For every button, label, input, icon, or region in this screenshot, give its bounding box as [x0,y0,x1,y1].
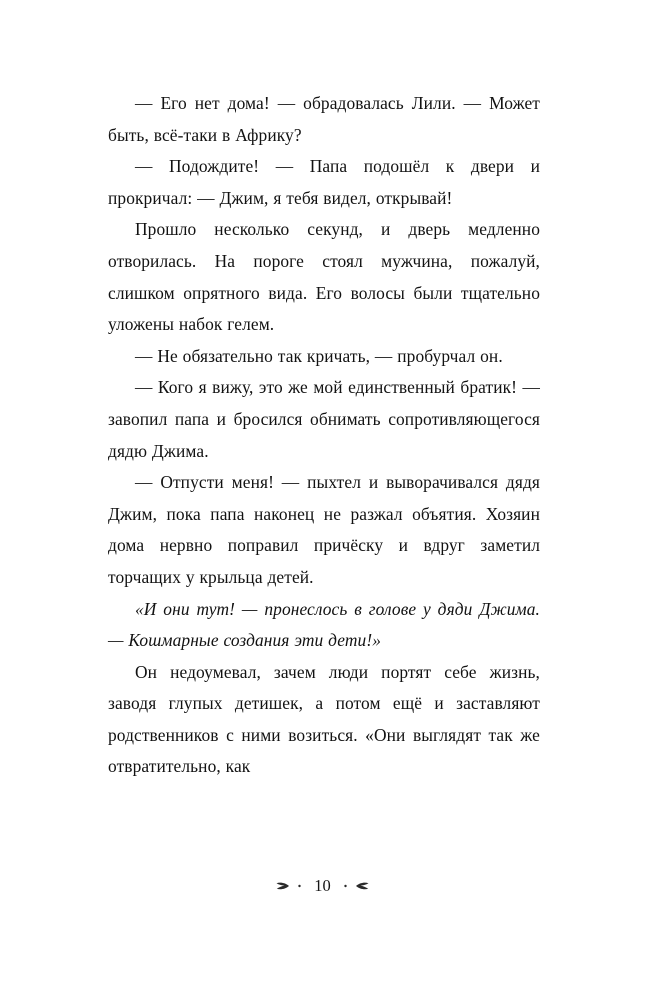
paragraph: — Не обязательно так кричать, — пробурчал он. [135,345,503,366]
leaf-flourish-left-icon [275,880,303,892]
paragraph-italic-thought: «И они тут! — пронеслось в голове у дяди Джима. — Кошмарные создания эти дети!» [108,598,540,651]
paragraph: — Подождите! — Папа подошёл к двери и прокричал: — Джим, я тебя видел, открывай! [108,156,540,208]
paragraph: — Кого я вижу, это же мой единственный братик! — завопил папа и бросился обнимать сопротивляющегося дядю Джима. [108,377,540,461]
paragraph: Он недоумевал, зачем люди портят себе жизнь, заводя глупых детишек, а потом ещё и заставляют родственников с ними возиться. «Они выглядят так же отвратительно, как [108,661,540,777]
leaf-flourish-right-icon [342,880,370,892]
paragraph: Прошло несколько секунд, и дверь медленно отворилась. На пороге стоял мужчина, пожалуй, слишком опрятного вида. Его волосы были тщательно уложены набок гелем. [108,219,540,335]
page-text-block [108,88,540,783]
paragraph: — Его нет дома! — обрадовалась Лили. — Может быть, всё-таки в Африку? [108,93,540,145]
page-footer [0,878,645,895]
paragraph: — Отпусти меня! — пыхтел и выворачивался дядя Джим, пока папа наконец не разжал объятия. Хозяин дома нервно поправил причёску и вдруг заметил торчащих у крыльца детей. [108,472,540,587]
page-number: 10 [314,876,331,895]
